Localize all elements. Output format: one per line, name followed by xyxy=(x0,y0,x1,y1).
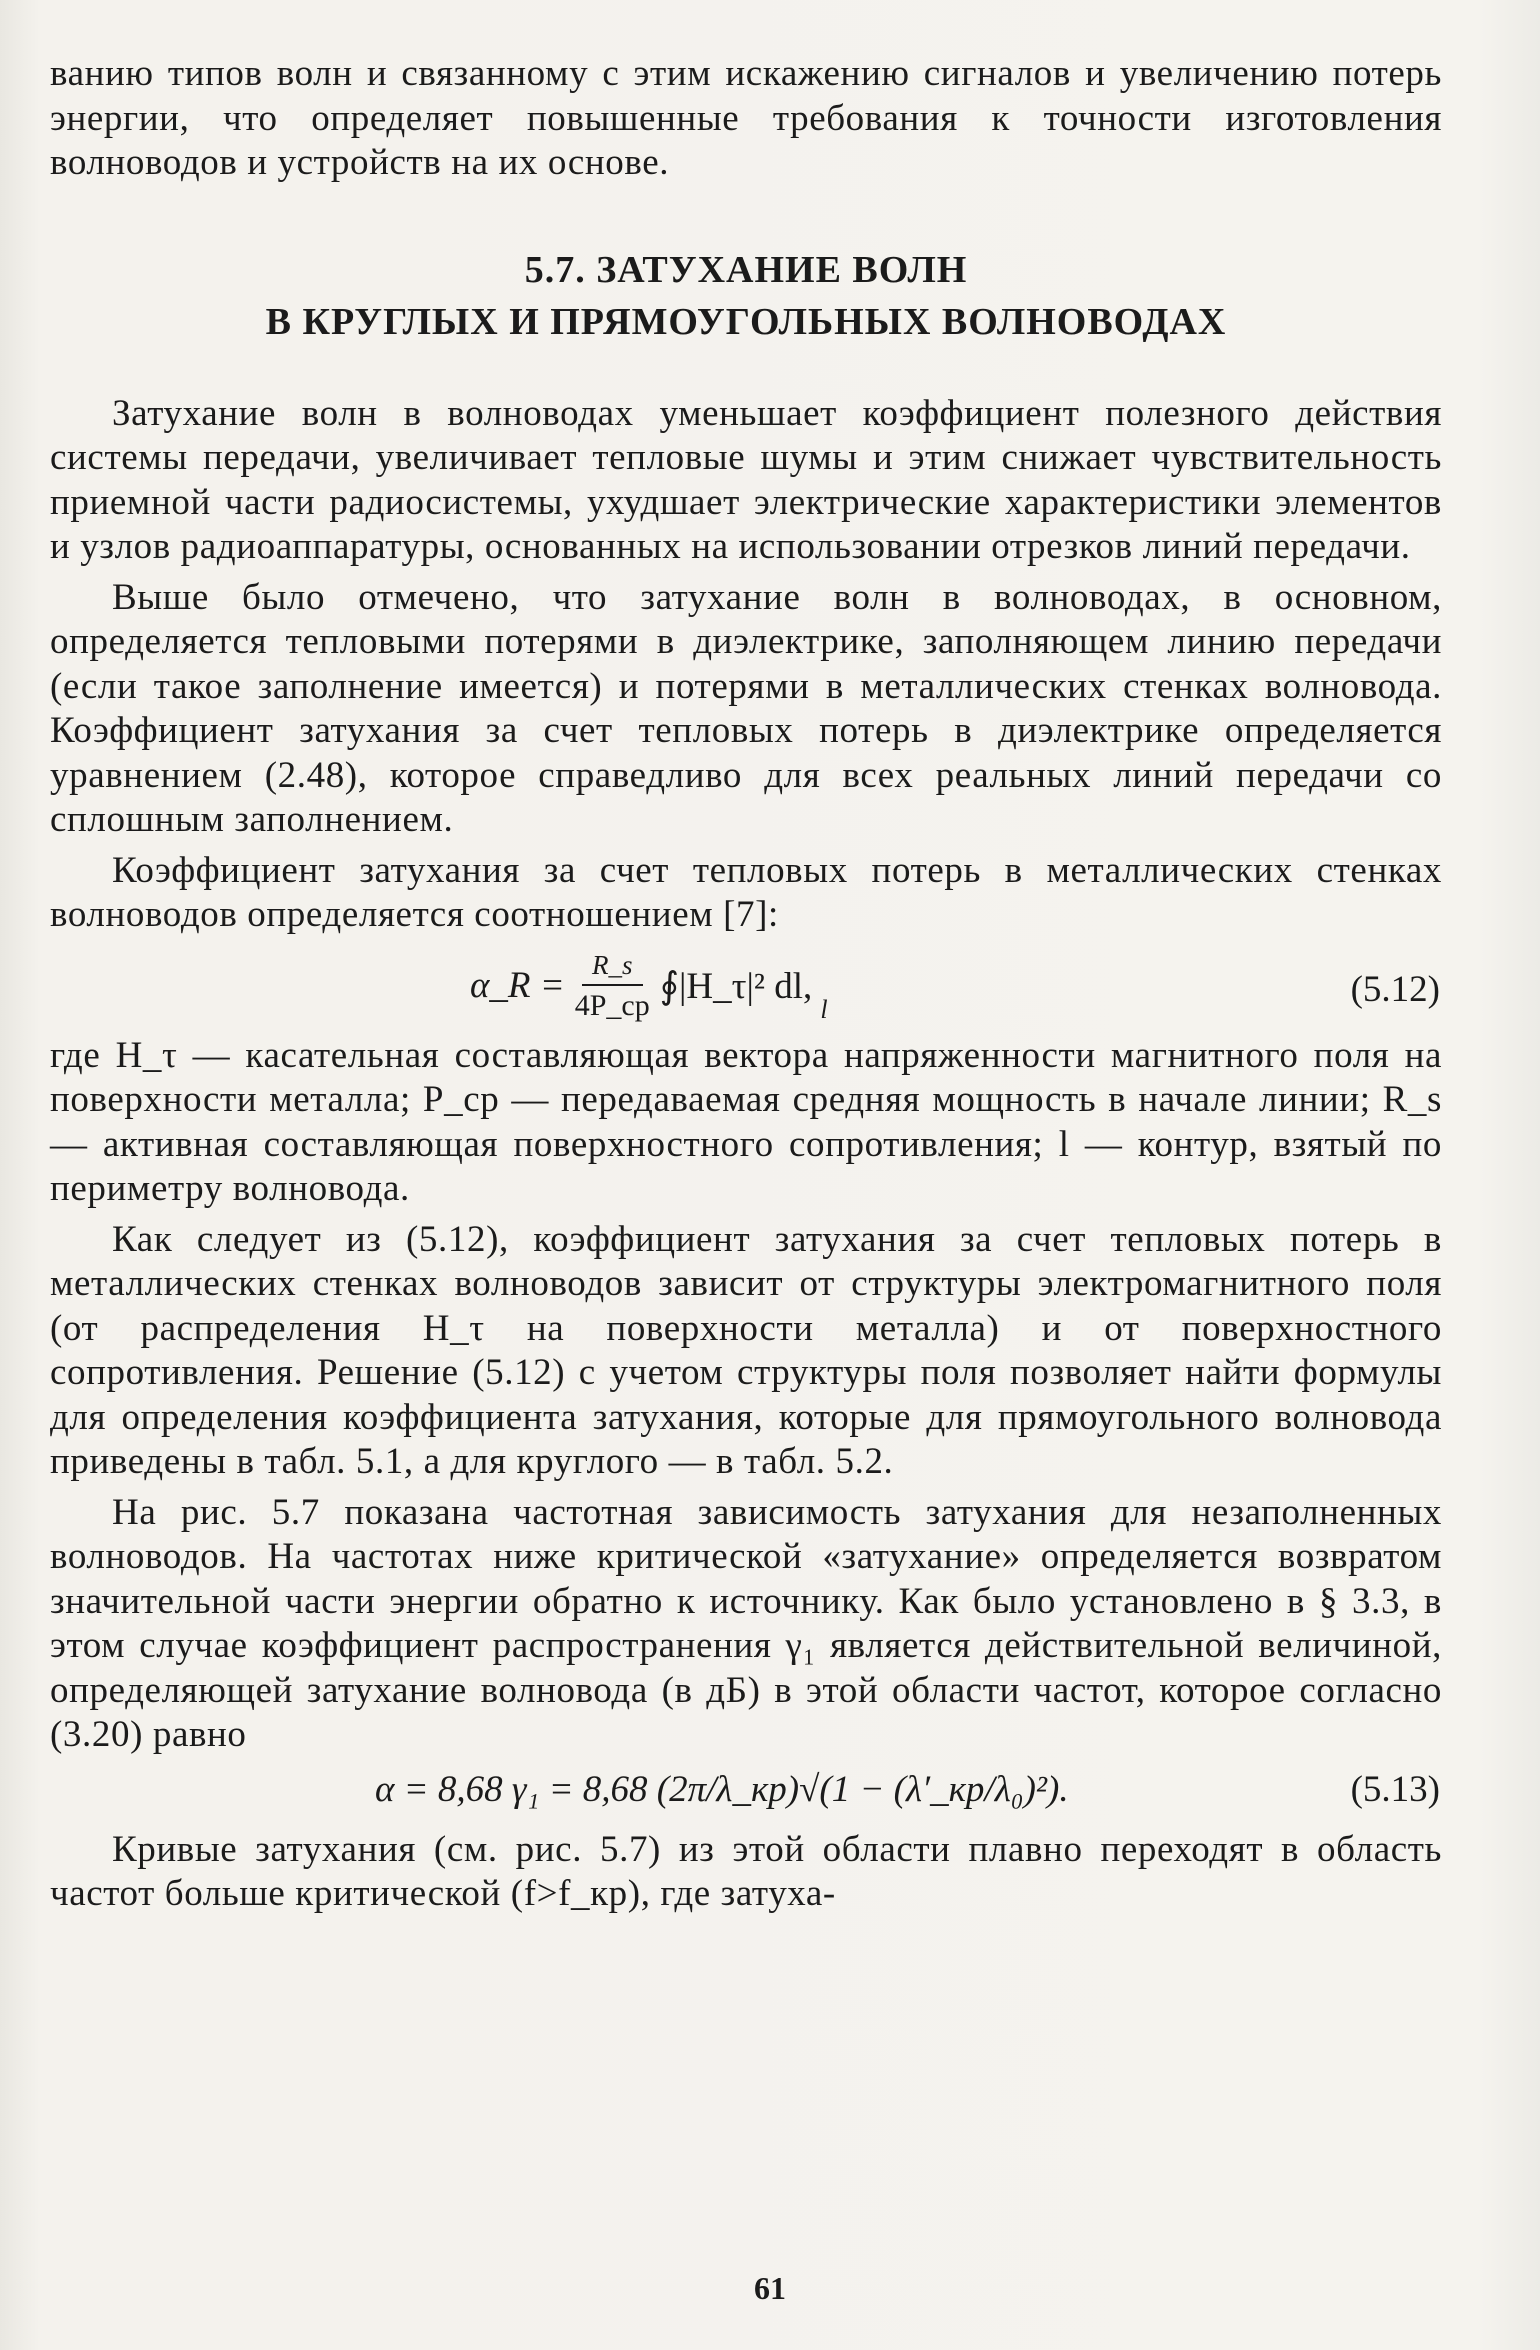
heading-line-2: В КРУГЛЫХ И ПРЯМОУГОЛЬНЫХ ВОЛНОВОДАХ xyxy=(265,300,1227,343)
formula-expression: α = 8,68 γ₁ = 8,68 (2π/λ_кр)√(1 − (λ′_кр/λ₀)²). xyxy=(375,1768,1069,1810)
formula-contour-label: l xyxy=(820,994,828,1024)
paragraph-1: Затухание волн в волноводах уменьшает коэффициент полезного действия системы передачи, увеличивает тепловые шумы и этим снижает чувствительность приемной части радиосистемы, ухудшает электрические характеристики элементов и узлов радиоаппаратуры, основанных на использовании отрезков линий передачи. xyxy=(50,392,1442,567)
formula-5-13 xyxy=(50,1758,1442,1828)
formula-number: (5.12) xyxy=(1350,968,1440,1010)
page-number: 61 xyxy=(754,2270,786,2306)
formula-lhs: α_R = xyxy=(470,965,565,1006)
text-column xyxy=(50,52,1442,1917)
formula-fraction xyxy=(575,946,650,1026)
formula-integral: ∮|H_τ|² dl, xyxy=(659,965,813,1007)
paragraph-6: На рис. 5.7 показана частотная зависимость затухания для незаполненных волноводов. На частотах ниже критической «затухание» определяется возвратом значительной части энергии обратно к источнику. Как было установлено в § 3.3, в этом случае коэффициент распространения γ₁ является действительной величиной, определяющей затухание волновода (в дБ) в этой области частот, которое согласно (3.20) равно xyxy=(50,1491,1442,1755)
paragraph-5: Как следует из (5.12), коэффициент затухания за счет тепловых потерь в металлических стенках волноводов зависит от структуры электромагнитного поля (от распределения H_τ на поверхности металла) и от поверхностного сопротивления. Решение (5.12) с учетом структуры поля позволяет найти формулы для определения коэффициента затухания, которые для прямоугольного волновода приведены в табл. 5.1, а для круглого — в табл. 5.2. xyxy=(50,1218,1442,1482)
heading-line-1: 5.7. ЗАТУХАНИЕ ВОЛН xyxy=(524,248,968,291)
paragraph-2: Выше было отмечено, что затухание волн в волноводах, в основном, определяется тепловыми потерями в диэлектрике, заполняющем линию передачи (если такое заполнение имеется) и потерями в металлических стенках волновода. Коэффициент затухания за счет тепловых потерь в диэлектрике определяется уравнением (2.48), которое справедливо для всех реальных линий передачи со сплошным заполнением. xyxy=(50,576,1442,840)
fraction-numerator: R_s xyxy=(582,946,643,986)
formula-number: (5.13) xyxy=(1350,1768,1440,1810)
paragraph-3: Коэффициент затухания за счет тепловых потерь в металлических стенках волноводов определяется соотношением [7]: xyxy=(50,849,1442,935)
paragraph-4: где H_τ — касательная составляющая вектора напряженности магнитного поля на поверхности металла; P_ср — передаваемая средняя мощность в начале линии; R_s — активная составляющая поверхностного сопротивления; l — контур, взятый по периметру волновода. xyxy=(50,1034,1442,1209)
formula-5-12 xyxy=(50,938,1442,1034)
top-paragraph: ванию типов волн и связанному с этим искажению сигналов и увеличению потерь энергии, что определяет повышенные требования к точности изготовления волноводов и устройств на их основе. xyxy=(50,53,1442,183)
paragraph-7: Кривые затухания (см. рис. 5.7) из этой области плавно переходят в область частот больше критической (f>f_кр), где затуха- xyxy=(50,1828,1442,1914)
section-heading xyxy=(50,244,1442,348)
fraction-denominator: 4P_ср xyxy=(574,988,650,1022)
